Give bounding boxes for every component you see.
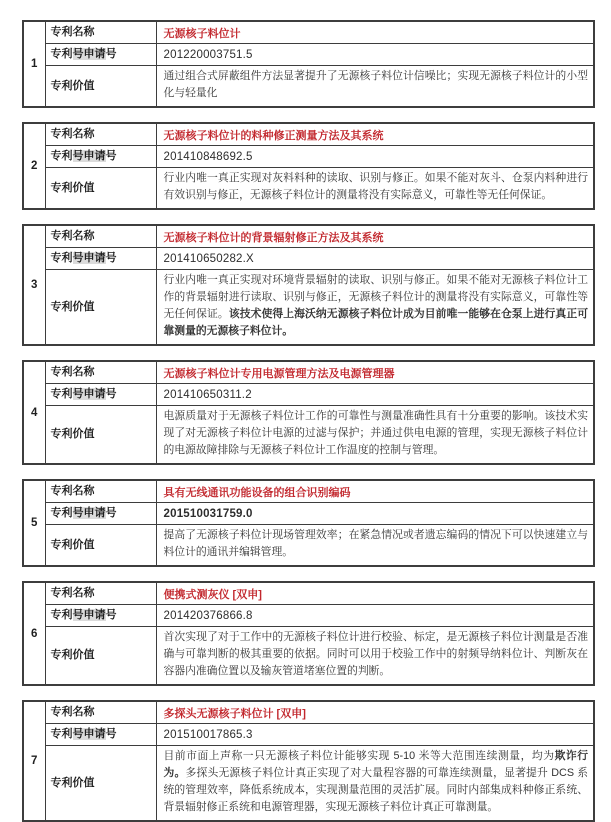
label-number-prefix: 专利 bbox=[50, 48, 73, 60]
field-label-value: 专利价值 bbox=[45, 746, 156, 822]
field-label-number bbox=[45, 248, 156, 270]
patent-name: 无源核子料位计的料种修正测量方法及其系统 bbox=[156, 123, 594, 146]
patent-index: 6 bbox=[23, 582, 45, 685]
patent-name: 无源核子料位计专用电源管理方法及电源管理器 bbox=[156, 361, 594, 384]
patent-index: 7 bbox=[23, 701, 45, 821]
field-label-value: 专利价值 bbox=[45, 168, 156, 210]
field-label-value: 专利价值 bbox=[45, 66, 156, 108]
patent-name: 无源核子料位计 bbox=[156, 21, 594, 44]
patent-value: 行业内唯一真正实现对环境背景辐射的读取、识别与修正。如果不能对无源核子料位计工作的背景辐射进行读取、识别与修正，无源核子料位计的测量将没有实际意义，可靠性等无任何保证。该技术使得上海沃纳无源核子料位计成为目前唯一能够在仓泵上进行真正可靠测量的无源核子料位计。 bbox=[156, 270, 594, 346]
field-label-name: 专利名称 bbox=[45, 361, 156, 384]
field-label-number bbox=[45, 503, 156, 525]
label-number-highlight: 号申请 bbox=[72, 48, 106, 60]
patent-number: 201410848692.5 bbox=[156, 146, 594, 168]
field-label-number bbox=[45, 384, 156, 406]
field-label-name: 专利名称 bbox=[45, 701, 156, 724]
patent-table bbox=[22, 122, 595, 210]
field-label-name: 专利名称 bbox=[45, 582, 156, 605]
field-label-value: 专利价值 bbox=[45, 627, 156, 686]
label-number-suffix: 号 bbox=[105, 728, 117, 740]
patent-value: 行业内唯一真正实现对灰料料种的读取、识别与修正。如果不能对灰斗、仓泵内料种进行有效识别与修正，无源核子料位计的测量将没有实际意义，可靠性等无任何保证。 bbox=[156, 168, 594, 210]
label-number-highlight: 号申请 bbox=[72, 728, 106, 740]
patent-table bbox=[22, 479, 595, 567]
patent-name: 无源核子料位计的背景辐射修正方法及其系统 bbox=[156, 225, 594, 248]
patent-table bbox=[22, 224, 595, 346]
patent-name: 多探头无源核子料位计 [双申] bbox=[156, 701, 594, 724]
patent-value: 提高了无源核子料位计现场管理效率；在紧急情况或者遗忘编码的情况下可以快速建立与料位计的通讯并编辑管理。 bbox=[156, 525, 594, 567]
label-number-prefix: 专利 bbox=[50, 252, 73, 264]
field-label-name: 专利名称 bbox=[45, 480, 156, 503]
field-label-number bbox=[45, 44, 156, 66]
label-number-suffix: 号 bbox=[105, 48, 117, 60]
patent-table bbox=[22, 360, 595, 465]
field-label-name: 专利名称 bbox=[45, 225, 156, 248]
patent-value: 电源质量对于无源核子料位计工作的可靠性与测量准确性具有十分重要的影响。该技术实现了对无源核子料位计电源的过滤与保护；并通过供电电源的管理，实现无源核子料位计的电源故障排除与无源核子料位计工作温度的控制与管理。 bbox=[156, 406, 594, 465]
label-number-suffix: 号 bbox=[105, 609, 117, 621]
label-number-highlight: 号申请 bbox=[72, 388, 106, 400]
label-number-highlight: 号申请 bbox=[72, 507, 106, 519]
patent-number: 201510031759.0 bbox=[156, 503, 594, 525]
patent-number: 201510017865.3 bbox=[156, 724, 594, 746]
patent-index: 2 bbox=[23, 123, 45, 209]
patent-index: 3 bbox=[23, 225, 45, 345]
patent-table bbox=[22, 581, 595, 686]
patent-value: 通过组合式屏蔽组件方法显著提升了无源核子料位计信噪比；实现无源核子料位计的小型化与轻量化 bbox=[156, 66, 594, 108]
field-label-number bbox=[45, 724, 156, 746]
patent-number: 201410650282.X bbox=[156, 248, 594, 270]
patent-name: 便携式测灰仪 [双申] bbox=[156, 582, 594, 605]
patent-index: 4 bbox=[23, 361, 45, 464]
label-number-highlight: 号申请 bbox=[72, 150, 106, 162]
field-label-value: 专利价值 bbox=[45, 406, 156, 465]
field-label-value: 专利价值 bbox=[45, 270, 156, 346]
label-number-highlight: 号申请 bbox=[72, 252, 106, 264]
label-number-prefix: 专利 bbox=[50, 150, 73, 162]
label-number-prefix: 专利 bbox=[50, 609, 73, 621]
label-number-suffix: 号 bbox=[105, 507, 117, 519]
patent-number: 201410650311.2 bbox=[156, 384, 594, 406]
patent-index: 5 bbox=[23, 480, 45, 566]
field-label-name: 专利名称 bbox=[45, 21, 156, 44]
label-number-suffix: 号 bbox=[105, 252, 117, 264]
patent-value: 目前市面上声称一只无源核子料位计能够实现 5-10 米等大范围连续测量，均为欺诈行为。多探头无源核子料位计真正实现了对大量程容器的可靠连续测量，显著提升 DCS 系统的管理效率，降低系统成本，实现测量范围的灵活扩展。同时内部集成料种修正系统、背景辐射修正系统和电源管理器，实现无源核子料位计真正可靠测量。 bbox=[156, 746, 594, 822]
patent-index: 1 bbox=[23, 21, 45, 107]
label-number-prefix: 专利 bbox=[50, 388, 73, 400]
field-label-number bbox=[45, 605, 156, 627]
patent-name: 具有无线通讯功能设备的组合识别编码 bbox=[156, 480, 594, 503]
patent-value: 首次实现了对于工作中的无源核子料位计进行校验、标定，是无源核子料位计测量是否准确与可靠判断的极其重要的依据。同时可以用于校验工作中的射频导纳料位计、判断灰在容器内准确位置以及输灰管道堵塞位置的判断。 bbox=[156, 627, 594, 686]
label-number-highlight: 号申请 bbox=[72, 609, 106, 621]
patent-table bbox=[22, 20, 595, 108]
field-label-number bbox=[45, 146, 156, 168]
label-number-prefix: 专利 bbox=[50, 728, 73, 740]
label-number-suffix: 号 bbox=[105, 388, 117, 400]
field-label-name: 专利名称 bbox=[45, 123, 156, 146]
patent-number: 201420376866.8 bbox=[156, 605, 594, 627]
field-label-value: 专利价值 bbox=[45, 525, 156, 567]
patent-number: 201220003751.5 bbox=[156, 44, 594, 66]
patent-table bbox=[22, 700, 595, 822]
label-number-suffix: 号 bbox=[105, 150, 117, 162]
label-number-prefix: 专利 bbox=[50, 507, 73, 519]
